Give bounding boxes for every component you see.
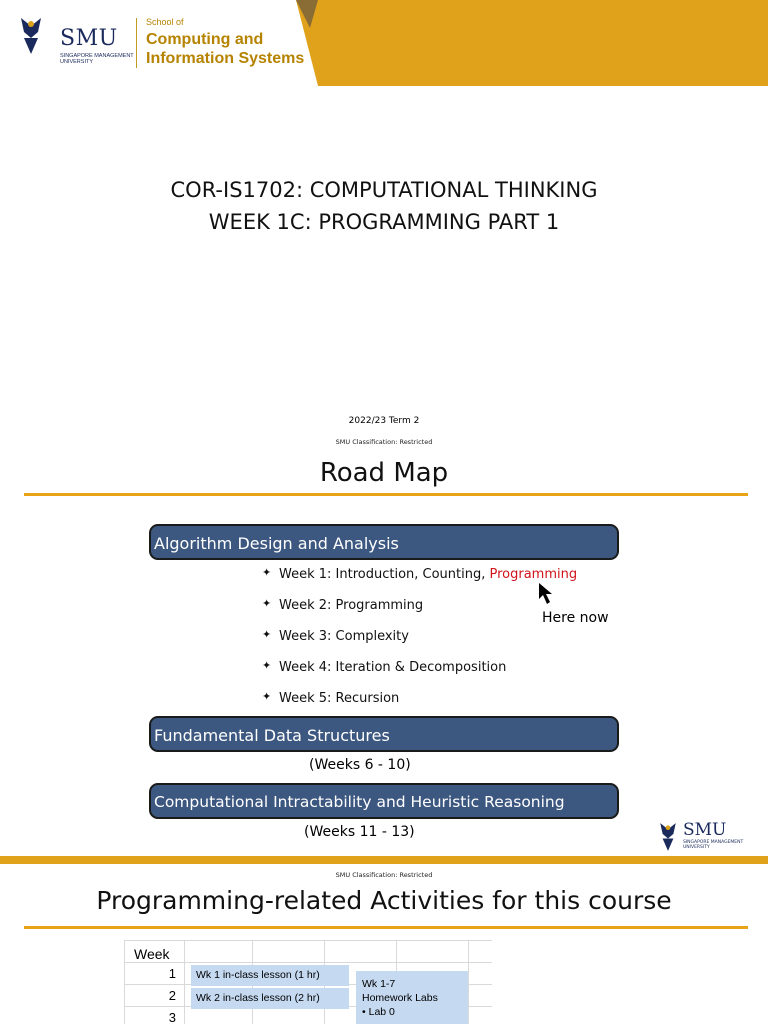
smu-corner-logo <box>655 820 755 856</box>
school-name-line2: Information Systems <box>146 50 305 67</box>
slide-title: Programming-related Activities for this course <box>96 886 672 915</box>
homework-item-label: Lab 0 <box>368 1006 395 1018</box>
smu-logo-brand: SMU <box>60 26 118 51</box>
title-underline <box>24 926 748 929</box>
week-number: 1 <box>168 966 176 981</box>
lesson-cell-week-1: Wk 1 in-class lesson (1 hr) <box>191 965 349 986</box>
bullet-text: Week 2: Programming <box>279 598 424 613</box>
bullet-dot-icon: • <box>362 1006 366 1018</box>
section-pill-algorithm-design: Algorithm Design and Analysis <box>149 524 619 560</box>
smu-corner-brand: SMU <box>683 820 727 840</box>
bullet-text: Week 4: Iteration & Decomposition <box>279 660 507 675</box>
lecture-title: WEEK 1C: PROGRAMMING PART 1 <box>208 210 560 234</box>
smu-crest-icon <box>18 14 44 58</box>
activities-slide <box>0 864 768 1024</box>
schedule-grid <box>124 940 492 1024</box>
homework-weeks: Wk 1-7 <box>362 978 396 990</box>
section-pill-intractability: Computational Intractability and Heuristic Reasoning <box>149 783 619 819</box>
homework-item <box>362 1005 468 1019</box>
weeks-note-data-structures: (Weeks 6 - 10) <box>309 757 411 773</box>
grid-line <box>468 940 469 1024</box>
star-bullet-icon: ✦ <box>262 597 272 610</box>
star-bullet-icon: ✦ <box>262 628 272 641</box>
slide-divider <box>0 856 768 864</box>
road-map-slide <box>0 452 768 864</box>
bullet-text: Week 1: Introduction, Counting, <box>279 567 490 582</box>
logo-divider <box>136 18 137 68</box>
title-slide <box>0 0 768 452</box>
smu-corner-subtitle: SINGAPORE MANAGEMENT UNIVERSITY <box>683 840 744 850</box>
week-column-header: Week <box>134 946 170 962</box>
week-number: 3 <box>168 1010 176 1024</box>
slide-header <box>0 0 768 86</box>
smu-logo <box>16 12 136 65</box>
weeks-note-intractability: (Weeks 11 - 13) <box>304 824 415 840</box>
smu-crest-icon <box>657 820 679 854</box>
mouse-pointer-icon <box>538 582 558 606</box>
bullet-text: Week 3: Complexity <box>279 629 409 644</box>
course-title: COR-IS1702: COMPUTATIONAL THINKING <box>170 178 598 202</box>
slide-title: Road Map <box>319 458 449 488</box>
bullet-text: Week 5: Recursion <box>279 691 400 706</box>
grid-line <box>124 940 492 941</box>
star-bullet-icon: ✦ <box>262 659 272 672</box>
classification-label: SMU Classification: Restricted <box>335 871 433 879</box>
grid-line <box>124 962 492 963</box>
star-bullet-icon: ✦ <box>262 566 272 579</box>
grid-line <box>184 940 185 1024</box>
school-name-line1: Computing and <box>146 31 264 48</box>
school-of-label: School of <box>146 17 184 27</box>
bullet-highlight: Programming <box>489 567 578 582</box>
smu-logo-subtitle: SINGAPORE MANAGEMENT UNIVERSITY <box>60 53 134 65</box>
homework-labs-cell <box>356 971 468 1024</box>
lesson-cell-week-2: Wk 2 in-class lesson (2 hr) <box>191 988 349 1009</box>
here-now-label: Here now <box>542 610 609 626</box>
star-bullet-icon: ✦ <box>262 690 272 703</box>
title-underline <box>24 493 748 496</box>
week-number: 2 <box>168 988 176 1003</box>
classification-label: SMU Classification: Restricted <box>335 438 433 446</box>
school-name <box>146 30 304 68</box>
section-pill-data-structures: Fundamental Data Structures <box>149 716 619 752</box>
term-label: 2022/23 Term 2 <box>348 416 420 426</box>
homework-title: Homework Labs <box>362 992 438 1004</box>
